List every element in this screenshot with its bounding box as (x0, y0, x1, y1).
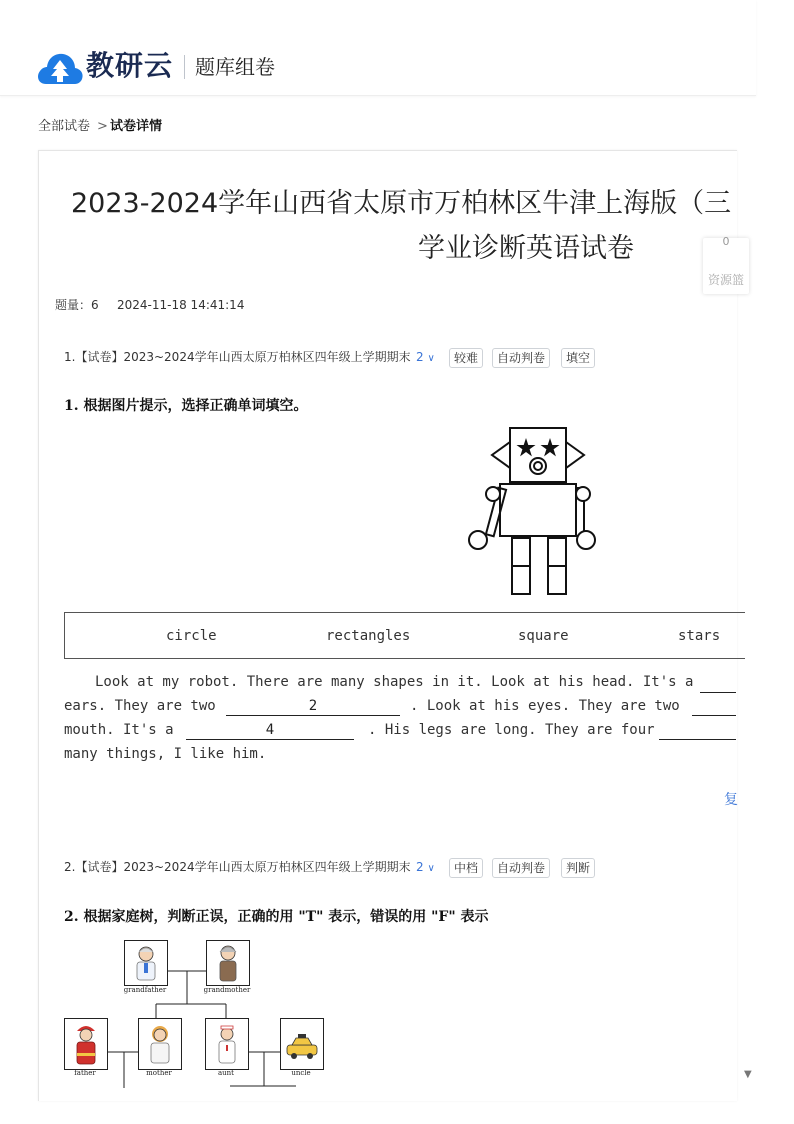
grandfather-figure-icon (125, 941, 167, 985)
passage-line-2b: . Look at his eyes. They are two (410, 698, 680, 714)
breadcrumb-root[interactable]: 全部试卷 (38, 119, 91, 134)
word-bank-item: rectangles (326, 628, 411, 644)
aunt-card (205, 1018, 249, 1070)
header-divider (184, 55, 185, 79)
mother-label: mother (146, 1069, 172, 1077)
question-count: 题量：6 (55, 298, 99, 312)
grandfather-label: grandfather (123, 986, 167, 994)
q2-source[interactable]: 2.【试卷】2023~2024学年山西太原万柏林区四年级上学期期末 (64, 860, 411, 874)
q1-type-tag: 填空 (561, 348, 595, 368)
q2-type-tag: 判断 (561, 858, 595, 878)
grandmother-label: grandmother (203, 986, 251, 994)
q2-difficulty-tag: 中档 (449, 858, 483, 878)
uncle-label: uncle (291, 1069, 311, 1077)
father-label: father (74, 1069, 96, 1077)
word-bank-item: square (518, 628, 569, 644)
q2-autograde-tag: 自动判卷 (492, 858, 550, 878)
blank-2[interactable]: 2 (226, 697, 400, 716)
passage-line-2a: ears. They are two (64, 698, 216, 714)
blank-5[interactable] (659, 721, 736, 740)
q1-count-value: 2 (416, 350, 424, 364)
paper-title-line1: 2023-2024学年山西省太原市万柏林区牛津上海版（三 (71, 188, 732, 219)
q2-stem: 2. 根据家庭树，判断正误，正确的用 "T" 表示，错误的用 "F" 表示 (64, 909, 489, 925)
aunt-label: aunt (217, 1069, 234, 1077)
product-name[interactable]: 题库组卷 (195, 55, 275, 79)
basket-count: 0 (722, 235, 730, 248)
q1-count-select[interactable] (416, 347, 435, 369)
paper-title-line2: 学业诊断英语试卷 (418, 233, 634, 264)
father-figure-icon (65, 1019, 107, 1069)
taxi-car-icon (281, 1019, 323, 1069)
q1-stem: 1. 根据图片提示，选择正确单词填空。 (64, 398, 308, 414)
q2-count-select[interactable] (416, 857, 435, 879)
word-bank-item: circle (166, 628, 217, 644)
blank-3[interactable] (692, 697, 736, 716)
robot-image (462, 424, 598, 598)
passage-line-4: many things, I like him. (64, 746, 267, 762)
breadcrumb-current: 试卷详情 (110, 119, 163, 134)
mother-figure-icon (139, 1019, 181, 1069)
top-header (0, 0, 756, 96)
logo-cloud-icon (36, 50, 84, 86)
scroll-down-arrow-icon[interactable]: ▼ (744, 1069, 752, 1080)
grandmother-figure-icon (207, 941, 249, 985)
copy-link[interactable]: 复 (724, 792, 738, 808)
brand-name[interactable]: 教研云 (86, 49, 174, 82)
resource-basket[interactable] (703, 235, 749, 294)
chevron-down-icon: ∨ (427, 863, 435, 874)
q1-difficulty-tag: 较难 (449, 348, 483, 368)
mother-card (138, 1018, 182, 1070)
grandfather-card (124, 940, 168, 986)
word-bank-item: stars (678, 628, 721, 644)
q2-count-value: 2 (416, 860, 424, 874)
paper-timestamp: 2024-11-18 14:41:14 (117, 298, 245, 312)
passage-line-1: Look at my robot. There are many shapes in it. Look at his head. It's a (95, 674, 694, 690)
uncle-card (280, 1018, 324, 1070)
basket-label: 资源篮 (707, 273, 744, 287)
q1-source[interactable]: 1.【试卷】2023~2024学年山西太原万柏林区四年级上学期期末 (64, 350, 411, 364)
blank-4[interactable]: 4 (186, 721, 354, 740)
grandmother-card (206, 940, 250, 986)
aunt-figure-icon (206, 1019, 248, 1069)
blank-1[interactable] (700, 674, 736, 693)
passage-line-3a: mouth. It's a (64, 722, 174, 738)
chevron-down-icon: ∨ (427, 353, 435, 364)
q1-autograde-tag: 自动判卷 (492, 348, 550, 368)
breadcrumb-separator: > (97, 119, 108, 134)
passage-line-3b: . His legs are long. They are four (368, 722, 655, 738)
father-card (64, 1018, 108, 1070)
